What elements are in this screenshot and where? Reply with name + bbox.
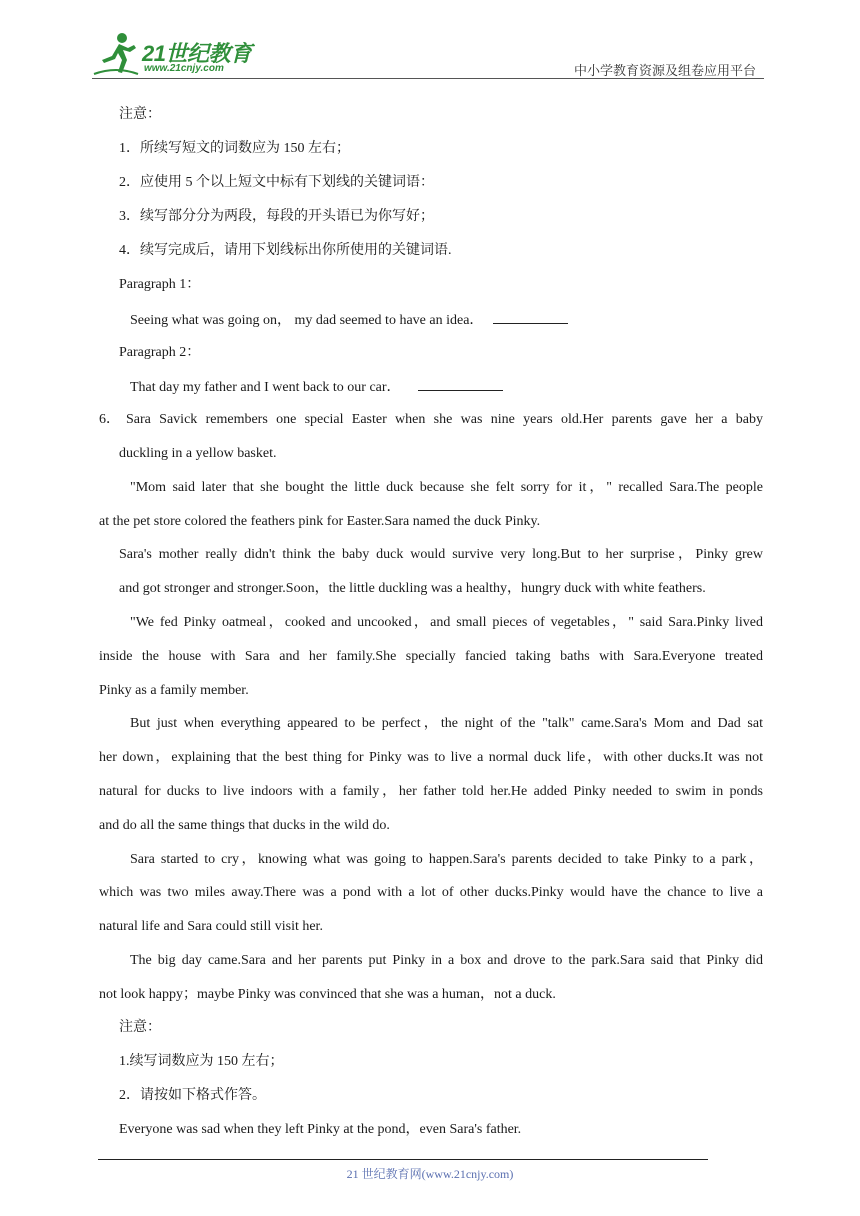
passage-line: duckling in a yellow basket. [119,446,277,461]
paragraph2-label: Paragraph 2： [119,345,201,360]
passage-line: Pinky as a family member. [99,683,249,698]
answer-blank[interactable] [418,376,503,391]
passage-line: and do all the same things that ducks in the wild do. [99,818,390,833]
footer-divider [98,1159,708,1160]
passage-line: natural life and Sara could still visit her. [99,919,323,934]
passage-line: But just when everything appeared to be perfect，the night of the "talk" came.Sara's Mom and Dad sat [130,716,763,731]
note-item: 1．所续写短文的词数应为 150 左右； [119,141,350,156]
note-item: 2．请按如下格式作答。 [119,1088,266,1103]
passage-line: not look happy；maybe Pinky was convinced that she was a human，not a duck. [99,987,556,1002]
header-divider [92,78,764,79]
paragraph2-text: That day my father and I went back to our car． [130,380,401,395]
passage-line: inside the house with Sara and her family.She specially fancied taking baths with Sara.Everyone treated [99,649,763,664]
notice-title: 注意： [119,107,161,122]
note-item: 4．续写完成后，请用下划线标出你所使用的关键词语. [119,243,452,258]
paragraph2-start [130,376,503,398]
passage-line: which was two miles away.There was a pond with a lot of other ducks.Pinky would have the chance to live a [99,885,763,900]
passage-line: "Mom said later that she bought the little duck because she felt sorry for it，" recalled Sara.The people [130,480,763,495]
platform-title: 中小学教育资源及组卷应用平台 [573,63,756,78]
site-logo [92,30,262,78]
logo-url: www.21cnjy.com [144,63,224,74]
passage-line: her down，explaining that the best thing for Pinky was to live a normal duck life，with other ducks.It was not [99,750,763,765]
page-header [92,30,764,80]
passage-line: Sara's mother really didn't think the baby duck would survive very long.But to her surprise，Pinky grew [119,547,763,562]
paragraph1-text: Seeing what was going on， my dad seemed to have an idea． [130,313,484,328]
passage-line: The big day came.Sara and her parents put Pinky in a box and drove to the park.Sara said that Pinky did [130,953,763,968]
note-item: 2．应使用 5 个以上短文中标有下划线的关键词语： [119,175,434,190]
passage-line: and got stronger and stronger.Soon，the little duckling was a healthy，hungry duck with white feathers. [119,581,706,596]
footer-text: 21 世纪教育网(www.21cnjy.com) [346,1167,514,1181]
note-item: 3．续写部分分为两段，每段的开头语已为你写好； [119,209,434,224]
logo-text: 21世纪教育 [142,41,252,66]
paragraph1-label: Paragraph 1： [119,277,201,292]
paragraph1-start [130,309,568,331]
passage-line: at the pet store colored the feathers pink for Easter.Sara named the duck Pinky. [99,514,541,529]
answer-blank[interactable] [493,309,568,324]
note-item: 1.续写词数应为 150 左右； [119,1054,284,1069]
passage-line: natural for ducks to live indoors with a family，her father told her.He added Pinky needed to swim in ponds [99,784,763,799]
question-number: 6． [99,412,120,427]
runner-logo-icon [92,30,140,76]
passage-line: "We fed Pinky oatmeal，cooked and uncooked，and small pieces of vegetables，" said Sara.Pinky lived [130,615,763,630]
passage-line: Sara Savick remembers one special Easter when she was nine years old.Her parents gave her a baby [126,412,763,427]
notice-title: 注意： [119,1020,161,1035]
continuation-start: Everyone was sad when they left Pinky at the pond，even Sara's father. [119,1122,522,1137]
passage-line: Sara started to cry，knowing what was going to happen.Sara's parents decided to take Pinky to a park， [130,852,763,867]
